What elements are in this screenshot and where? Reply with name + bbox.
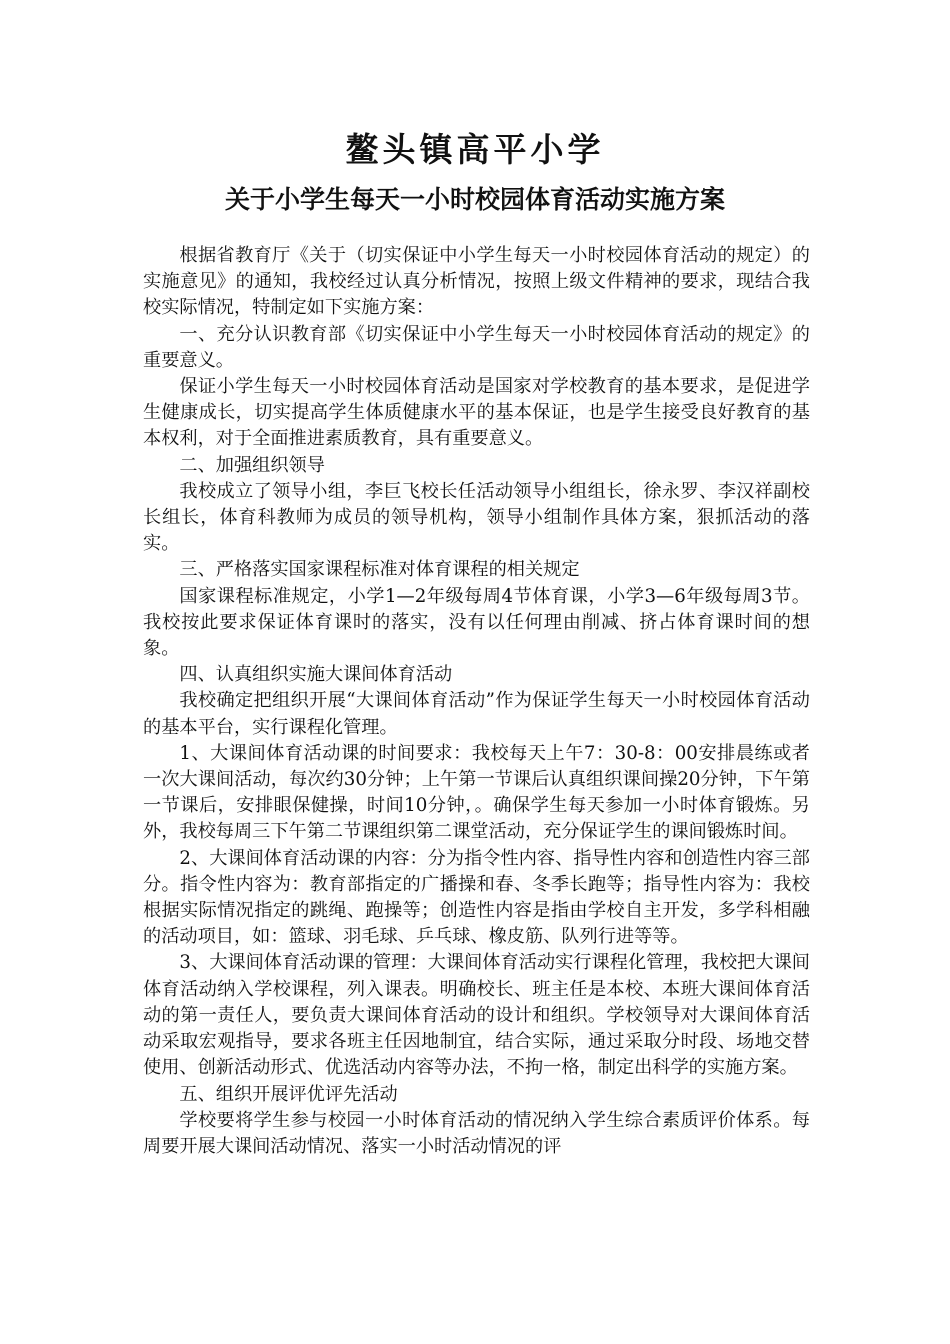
paragraph: 我校确定把组织开展“大课间体育活动”作为保证学生每天一小时校园体育活动的基本平台，实行课程化管理。 [143,690,810,738]
section-heading: 四、认真组织实施大课间体育活动 [179,664,453,686]
paragraph: 3、大课间体育活动课的管理：大课间体育活动实行课程化管理，我校把大课间体育活动纳入学校课程，列入课表。明确校长、班主任是本校、本班大课间体育活动的第一责任人，要负责大课间体育活动的设计和组织。学校领导对大课间体育活动采取宏观指导，要求各班主任因地制宜，结合实际，通过采取分时段、场地交替使用、创新活动形式、优选活动内容等办法，不拘一格，制定出科学的实施方案。 [143,952,810,1079]
document-title: 关于小学生每天一小时校园体育活动实施方案 [224,185,725,214]
school-name: 鳌头镇高平小学 [345,130,605,169]
paragraph: 保证小学生每天一小时校园体育活动是国家对学校教育的基本要求，是促进学生健康成长，切实提高学生体质健康水平的基本保证，也是学生接受良好教育的基本权利，对于全面推进素质教育，具有重要意义。 [143,376,810,450]
section-heading: 一、充分认识教育部《切实保证中小学生每天一小时校园体育活动的规定》的重要意义。 [143,323,810,371]
paragraph: 我校成立了领导小组，李巨飞校长任活动领导小组组长，徐永罗、李汉祥副校长组长，体育科教师为成员的领导机构，领导小组制作具体方案，狠抓活动的落实。 [143,480,810,555]
paragraph: 国家课程标准规定，小学1—2年级每周4节体育课，小学3—6年级每周3节。我校按此要求保证体育课时的落实，没有以任何理由削减、挤占体育课时间的想象。 [143,585,810,660]
paragraph: 根据省教育厅《关于（切实保证中小学生每天一小时校园体育活动的规定）的实施意见》的通知，我校经过认真分析情况，按照上级文件精神的要求，现结合我校实际情况，特制定如下实施方案： [143,245,810,319]
document-body [143,243,810,1160]
paragraph: 2、大课间体育活动课的内容：分为指令性内容、指导性内容和创造性内容三部分。指令性内容为：教育部指定的广播操和春、冬季长跑等；指导性内容为：我校根据实际情况指定的跳绳、跑操等；创造性内容是指由学校自主开发，多学科相融的活动项目，如：篮球、羽毛球、乒乓球、橡皮筋、队列行进等等。 [143,847,810,948]
paragraph: 1、大课间体育活动课的时间要求：我校每天上午7：30-8：00安排晨练或者一次大课间活动，每次约30分钟；上午第一节课后认真组织课间操20分钟，下午第一节课后，安排眼保健操，时间10分钟，。确保学生每天参加一小时体育锻炼。另外，我校每周三下午第二节课组织第二课堂活动，充分保证学生的课间锻炼时间。 [143,742,810,843]
section-heading: 二、加强组织领导 [179,454,325,476]
section-heading: 五、组织开展评优评先活动 [179,1083,398,1105]
section-heading: 三、严格落实国家课程标准对体育课程的相关规定 [179,559,580,581]
paragraph: 学校要将学生参与校园一小时体育活动的情况纳入学生综合素质评价体系。每周要开展大课间活动情况、落实一小时活动情况的评 [143,1109,810,1157]
